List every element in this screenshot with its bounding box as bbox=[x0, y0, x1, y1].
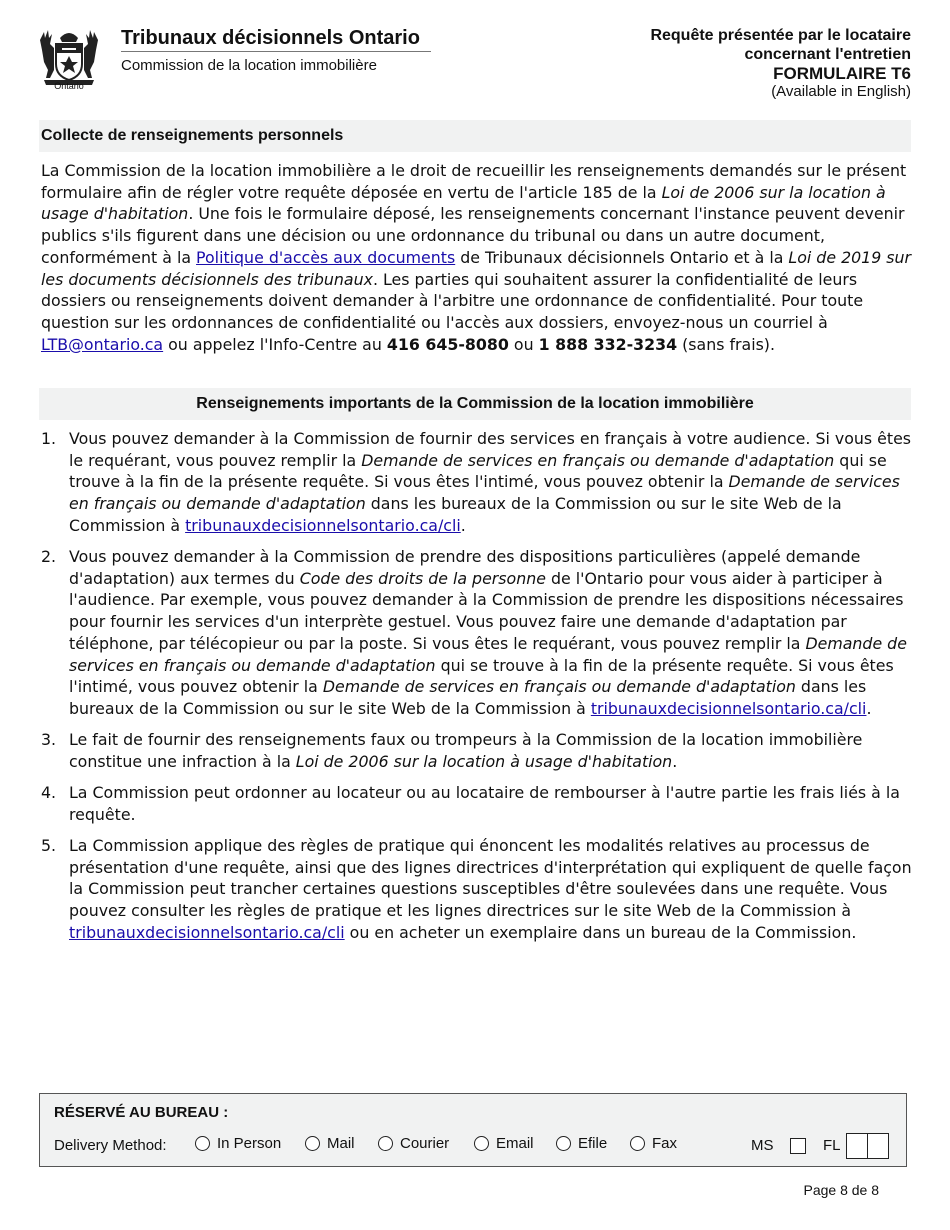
form-header bbox=[650, 26, 911, 100]
radio-button[interactable] bbox=[474, 1136, 489, 1151]
ltb-email-link[interactable]: LTB@ontario.ca bbox=[41, 334, 164, 354]
ms-label: MS bbox=[751, 1137, 774, 1154]
fl-label: FL bbox=[823, 1137, 841, 1154]
access-policy-link[interactable]: Politique d'accès aux documents bbox=[196, 247, 456, 267]
privacy-section-heading: Collecte de renseignements personnels bbox=[39, 120, 911, 152]
fl-input-box[interactable] bbox=[846, 1133, 868, 1159]
ms-checkbox[interactable] bbox=[790, 1138, 806, 1154]
delivery-method-label: Delivery Method: bbox=[54, 1137, 167, 1154]
important-info-heading: Renseignements importants de la Commission de la location immobilière bbox=[39, 388, 911, 420]
radio-button[interactable] bbox=[195, 1136, 210, 1151]
delivery-option-efile[interactable]: Efile bbox=[556, 1135, 607, 1152]
delivery-option-email[interactable]: Email bbox=[474, 1135, 534, 1152]
important-info-list bbox=[41, 428, 913, 953]
logo-caption: Ontario bbox=[54, 81, 84, 91]
tribunal-website-link[interactable]: tribunauxdecisionnelsontario.ca/cli bbox=[185, 515, 461, 535]
tribunal-website-link[interactable]: tribunauxdecisionnelsontario.ca/cli bbox=[590, 698, 867, 718]
form-code: FORMULAIRE T6 bbox=[773, 64, 911, 83]
list-item: 3. Le fait de fournir des renseignements faux ou trompeurs à la Commission de la location immobilière constitue une infraction à la Loi de 2006 sur la location à usage d'habitation. bbox=[41, 730, 863, 771]
delivery-option-courier[interactable]: Courier bbox=[378, 1135, 449, 1152]
phone-local: 416 645-8080 bbox=[386, 334, 509, 354]
office-use-title: RÉSERVÉ AU BUREAU : bbox=[54, 1104, 229, 1121]
form-language-note: (Available in English) bbox=[771, 83, 911, 100]
page-number: Page 8 de 8 bbox=[803, 1182, 879, 1198]
radio-button[interactable] bbox=[305, 1136, 320, 1151]
list-item: 4. La Commission peut ordonner au locateur ou au locataire de rembourser à l'autre partie les frais liés à la requête. bbox=[41, 783, 900, 824]
organization-subtitle: Commission de la location immobilière bbox=[121, 57, 377, 74]
privacy-paragraph: La Commission de la location immobilière a le droit de recueillir les renseignements demandés sur le présent formulaire afin de régler votre requête déposée en vertu de l'article 185 de la Loi de 2006 sur la location à usage d'habitation. Une fois le formulaire déposé, les renseignements concernant l'instance peuvent devenir publics s'ils figurent dans une décision ou une ordonnance du tribunal ou dans un autre document, conformément à la Politique d'accès aux documents de Tribunaux décisionnels Ontario et à la Loi de 2019 sur les documents décisionnels des tribunaux. Les parties qui souhaitent assurer la confidentialité de leurs dossiers ou renseignements doivent demander à l'arbitre une ordonnance de confidentialité. Pour toute question sur les ordonnances de confidentialité ou l'accès aux dossiers, envoyez-nous un courriel à LTB@ontario.ca ou appelez l'Info-Centre au 416 645-8080 ou 1 888 332-3234 (sans frais). bbox=[41, 161, 912, 354]
list-item: 5. La Commission applique des règles de pratique qui énoncent les modalités relatives au processus de présentation d'une requête, ainsi que des lignes directrices d'interprétation qui expliquent de quelle façon la Commission peut trancher certaines questions susceptibles d'être soulevées dans une requête. Vous pouvez consulter les règles de pratique et les lignes directrices sur le site Web de la Commission à tribunauxdecisionnelsontario.ca/cli ou en acheter un exemplaire dans un bureau de la Commission. bbox=[41, 835, 912, 942]
organization-name: Tribunaux décisionnels Ontario bbox=[121, 27, 420, 49]
list-item: 2. Vous pouvez demander à la Commission de prendre des dispositions particulières (appelé demande d'adaptation) aux termes du Code des droits de la personne de l'Ontario pour vous aider à participer à l'audience. Par exemple, vous pouvez demander à la Commission de prendre les dispositions nécessaires pour fournir les services d'un interprète gestuel. Vous pouvez faire une demande d'adaptation par téléphone, par télécopieur ou par la poste. Si vous êtes le requérant, vous pouvez remplir la Demande de services en français ou demande d'adaptation qui se trouve à la fin de la présente requête. Si vous êtes l'intimé, vous pouvez obtenir la Demande de services en français ou demande d'adaptation dans les bureaux de la Commission ou sur le site Web de la Commission à tribunauxdecisionnelsontario.ca/cli. bbox=[41, 547, 907, 718]
office-use-box bbox=[39, 1093, 907, 1167]
phone-toll-free: 1 888 332-3234 bbox=[538, 334, 678, 354]
radio-button[interactable] bbox=[378, 1136, 393, 1151]
header-divider bbox=[121, 51, 431, 52]
fl-input-box[interactable] bbox=[867, 1133, 889, 1159]
radio-button[interactable] bbox=[556, 1136, 571, 1151]
list-item: 1. Vous pouvez demander à la Commission de fournir des services en français à votre audience. Si vous êtes le requérant, vous pouvez remplir la Demande de services en français ou demande d'adaptation qui se trouve à la fin de la présente requête. Si vous êtes l'intimé, vous pouvez obtenir la Demande de services en français ou demande d'adaptation dans les bureaux de la Commission ou sur le site Web de la Commission à tribunauxdecisionnelsontario.ca/cli. bbox=[41, 429, 912, 535]
fl-input-boxes bbox=[846, 1133, 888, 1159]
form-title-line-1: Requête présentée par le locataire bbox=[650, 27, 911, 44]
tribunal-website-link[interactable]: tribunauxdecisionnelsontario.ca/cli bbox=[69, 922, 345, 942]
form-title-line-2: concernant l'entretien bbox=[744, 46, 911, 63]
delivery-option-fax[interactable]: Fax bbox=[630, 1135, 677, 1152]
delivery-option-in-person[interactable]: In Person bbox=[195, 1135, 281, 1152]
delivery-option-mail[interactable]: Mail bbox=[305, 1135, 355, 1152]
radio-button[interactable] bbox=[630, 1136, 645, 1151]
